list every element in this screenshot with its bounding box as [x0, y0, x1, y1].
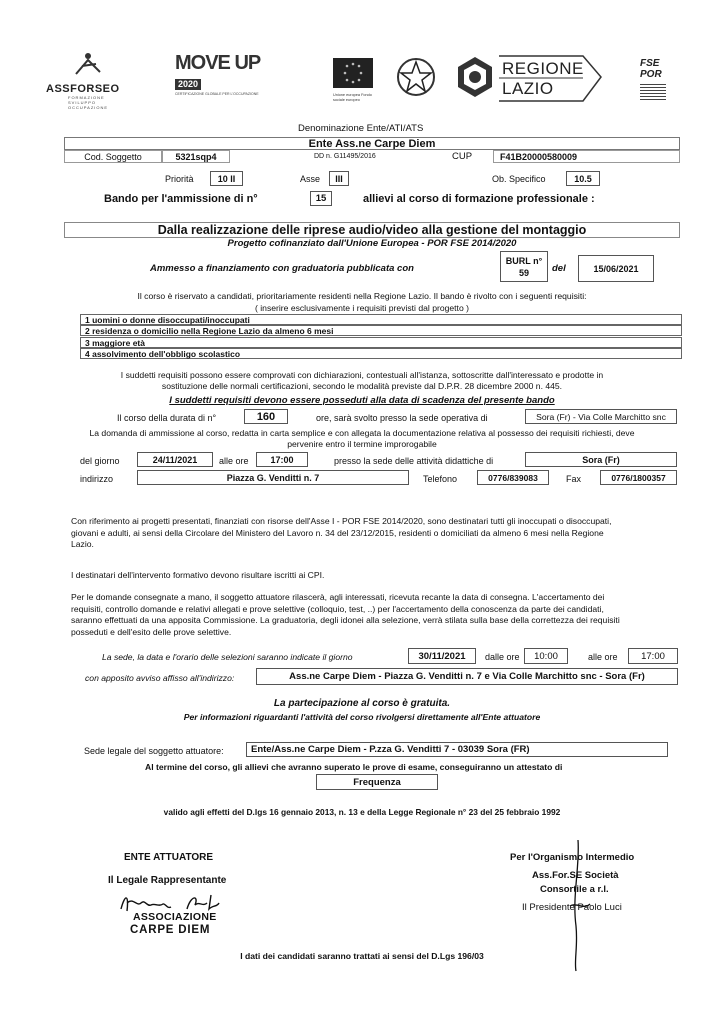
bando-prefix: Bando per l'ammissione di n°	[104, 193, 258, 205]
lazio-label: LAZIO	[502, 79, 554, 98]
requirement-1: 1 uomini o donne disoccupati/inoccupati	[80, 314, 682, 325]
paragraph-accertamento-line-3: saranno effettuati da una apposita Commissione. La graduatoria, degli idonei alla selezione, verrà stilata sulla base della correttezza dei requisiti	[71, 615, 620, 625]
denominazione-label: Denominazione Ente/ATI/ATS	[298, 123, 424, 134]
durata-value: 160	[244, 409, 288, 424]
burl-date: 15/06/2021	[578, 255, 654, 282]
requirement-3: 3 maggiore età	[80, 337, 682, 348]
ob-specifico-label: Ob. Specifico	[492, 174, 546, 184]
paragraph-cpi: I destinatari dell'intervento formativo devono risultare iscritti ai CPI.	[71, 570, 325, 580]
paragraph-destinatari-line-2: giovani e adulti, ai sensi della Circolare del Ministero del Lavoro n. 34 del 23/12/2015, residenti o domiciliati da almeno 6 mesi nella Regione	[71, 527, 604, 538]
selezione-alle-label: alle ore	[588, 652, 618, 662]
stamp-line-1: ASSOCIAZIONE	[133, 911, 217, 923]
ore-label: alle ore	[219, 456, 249, 466]
proof-line-2: sostituzione delle normali certificazioni, secondo le modalità previste dal D.P.R. 28 dicembre 2000 n. 445.	[161, 381, 563, 391]
proof-line-1: I suddetti requisiti possono essere comprovati con dichiarazioni, contestuali all'istanza, sottoscritte dall'interessato e prodotte in	[120, 370, 604, 380]
priorita-value: 10 II	[210, 171, 243, 186]
assfor-line-1: Ass.For.SE Società	[532, 870, 619, 881]
presso-value: Sora (Fr)	[525, 452, 677, 467]
moveup-tagline: CERTIFICAZIONE GLOBALE PER L'OCCUPAZIONE	[175, 92, 259, 96]
regione-label: REGIONE	[502, 59, 584, 78]
ob-specifico-value: 10.5	[566, 171, 600, 186]
attestato-tipo: Frequenza	[316, 774, 438, 790]
fse-bars-icon	[640, 82, 666, 100]
paragraph-destinatari	[71, 516, 681, 551]
paragraph-accertamento	[71, 592, 681, 638]
selezione-date: 30/11/2021	[408, 648, 476, 664]
assfor-line-2: Consortile a r.l.	[540, 884, 609, 895]
priorita-label: Priorità	[165, 174, 194, 184]
eu-flag-logo	[333, 58, 377, 106]
sede-label: ore, sarà svolto presso la sede operativa di	[316, 413, 488, 423]
domanda-line-1: La domanda di ammissione al corso, redatta in carta semplice e con allegata la documentazione relativa al possesso dei requisiti richiesti, deve	[89, 428, 635, 438]
paragraph-destinatari-line-1: Con riferimento ai progetti presentati, finanziati con risorse dell'Asse I - POR FSE 2014/2020, sono destinatari tutti gli inoccupati o disoccupati,	[71, 516, 612, 526]
organismo-intermedio: Per l'Organismo Intermedio	[510, 852, 635, 863]
avviso-label: con apposito avviso affisso all'indirizzo:	[85, 673, 235, 683]
regione-lazio-logo	[455, 55, 605, 105]
requirements-note: ( inserire esclusivamente i requisiti previsti dal progetto )	[255, 303, 469, 313]
fse-por-label: FSE POR	[640, 58, 662, 80]
paragraph-accertamento-line-4: posseduti e dell'esito delle prove selettive.	[71, 626, 232, 637]
italian-emblem-logo	[396, 56, 436, 103]
attestato-text: Al termine del corso, gli allievi che avranno superato le prove di esame, conseguiranno un attestato di	[145, 762, 563, 772]
burl-label: BURL n°	[505, 255, 543, 266]
posseduti-text: I suddetti requisiti devono essere posseduti alla data di scadenza del presente bando	[169, 395, 555, 406]
valido-text: valido agli effetti del D.lgs 16 gennaio 2013, n. 13 e della Legge Regionale n° 23 del 25 febbraio 1992	[163, 807, 561, 817]
fse-por-logo	[640, 58, 678, 103]
eu-stars-icon	[333, 58, 373, 88]
star-emblem-icon	[396, 56, 436, 98]
moveup-logo	[175, 52, 265, 102]
figure-icon	[46, 50, 130, 78]
info-text: Per informazioni riguardanti l'attività del corso rivolgersi direttamente all'Ente attuatore	[183, 712, 541, 722]
ammesso-text: Ammesso a finanziamento con graduatoria pubblicata con	[150, 263, 414, 274]
bando-num-allievi: 15	[310, 191, 332, 206]
sede-legale-value: Ente/Ass.ne Carpe Diem - P.zza G. Venditti 7 - 03039 Sora (FR)	[246, 742, 668, 757]
cup-value: F41B20000580009	[493, 150, 680, 163]
paragraph-accertamento-line-1: Per le domande consegnate a mano, il soggetto attuatore rilascerà, agli interessati, ricevuta recante la data di consegna. L'accertamento dei	[71, 592, 605, 602]
indirizzo-label: indirizzo	[80, 474, 114, 484]
assforseo-wordmark: ASSFORSEO	[46, 83, 120, 95]
bando-suffix: allievi al corso di formazione professionale :	[363, 193, 595, 205]
ente-attuatore-heading: ENTE ATTUATORE	[124, 852, 214, 863]
ore-value: 17:00	[256, 452, 308, 467]
selezione-dalle-label: dalle ore	[485, 652, 520, 662]
paragraph-accertamento-line-2: requisiti, controllo domande e relativi allegati e prove selettive (colloquio, test, ..) per l'accertamento della conoscenza da parte dei candidati,	[71, 603, 604, 614]
domanda-line-2: pervenire entro il termine improrogabile	[287, 439, 437, 449]
asse-label: Asse	[300, 174, 321, 184]
presidente-label: Il Presidente Paolo Luci	[522, 902, 622, 913]
course-title: Dalla realizzazione delle riprese audio/video alla gestione del montaggio	[64, 222, 680, 238]
eu-caption: Unione europea Fondo sociale europeo	[333, 93, 372, 102]
avviso-address: Ass.ne Carpe Diem - Piazza G. Venditti n. 7 e Via Colle Marchitto snc - Sora (Fr)	[256, 668, 678, 685]
ente-name: Ente Ass.ne Carpe Diem	[64, 137, 680, 150]
regione-frame-icon	[455, 55, 605, 105]
sede-value: Sora (Fr) - Via Colle Marchitto snc	[525, 409, 677, 424]
cod-soggetto-value: 5321sqp4	[162, 150, 230, 163]
cod-soggetto-label: Cod. Soggetto	[64, 150, 162, 163]
moveup-year: 2020	[175, 79, 201, 90]
asse-value: III	[329, 171, 349, 186]
burl-number: 59	[518, 267, 529, 278]
requirements-intro: Il corso è riservato a candidati, prioritariamente residenti nella Regione Lazio. Il bando è rivolto con i seguenti requisiti:	[137, 291, 587, 301]
selezione-alle-value: 17:00	[628, 648, 678, 664]
dd-reference: DD n. G11495/2016	[314, 153, 376, 160]
cup-label: CUP	[452, 151, 473, 162]
burl-box	[500, 251, 548, 282]
gratuita-text: La partecipazione al corso è gratuita.	[273, 698, 451, 709]
assforseo-logo	[46, 50, 130, 110]
fax-value: 0776/1800357	[600, 470, 677, 485]
paragraph-destinatari-line-3: Lazio.	[71, 539, 94, 549]
sede-legale-label: Sede legale del soggetto attuatore:	[84, 746, 224, 756]
telefono-label: Telefono	[423, 474, 458, 484]
selezione-label: La sede, la data e l'orario delle selezioni saranno indicate il giorno	[102, 652, 353, 662]
giorno-value: 24/11/2021	[137, 452, 213, 467]
fax-label: Fax	[566, 474, 582, 484]
durata-label: Il corso della durata di n°	[117, 413, 217, 423]
legale-rappresentante: Il Legale Rappresentante	[108, 875, 227, 886]
cofinanziato-text: Progetto cofinanziato dall'Unione Europea - POR FSE 2014/2020	[227, 238, 517, 249]
assforseo-tagline: FORMAZIONE SVILUPPO OCCUPAZIONE	[68, 95, 109, 110]
telefono-value: 0776/839083	[477, 470, 549, 485]
selezione-dalle-value: 10:00	[524, 648, 568, 664]
burl-del-label: del	[552, 263, 566, 274]
moveup-wordmark: MOVE UP	[175, 52, 261, 74]
indirizzo-value: Piazza G. Venditti n. 7	[137, 470, 409, 485]
requirement-2: 2 residenza o domicilio nella Regione Lazio da almeno 6 mesi	[80, 325, 682, 336]
giorno-label: del giorno	[80, 456, 120, 466]
requirement-4: 4 assolvimento dell'obbligo scolastico	[80, 348, 682, 359]
presso-label: presso la sede delle attività didattiche di	[334, 456, 494, 466]
privacy-text: I dati dei candidati saranno trattati ai sensi del D.Lgs 196/03	[240, 951, 484, 961]
stamp-line-2: CARPE DIEM	[130, 924, 211, 936]
